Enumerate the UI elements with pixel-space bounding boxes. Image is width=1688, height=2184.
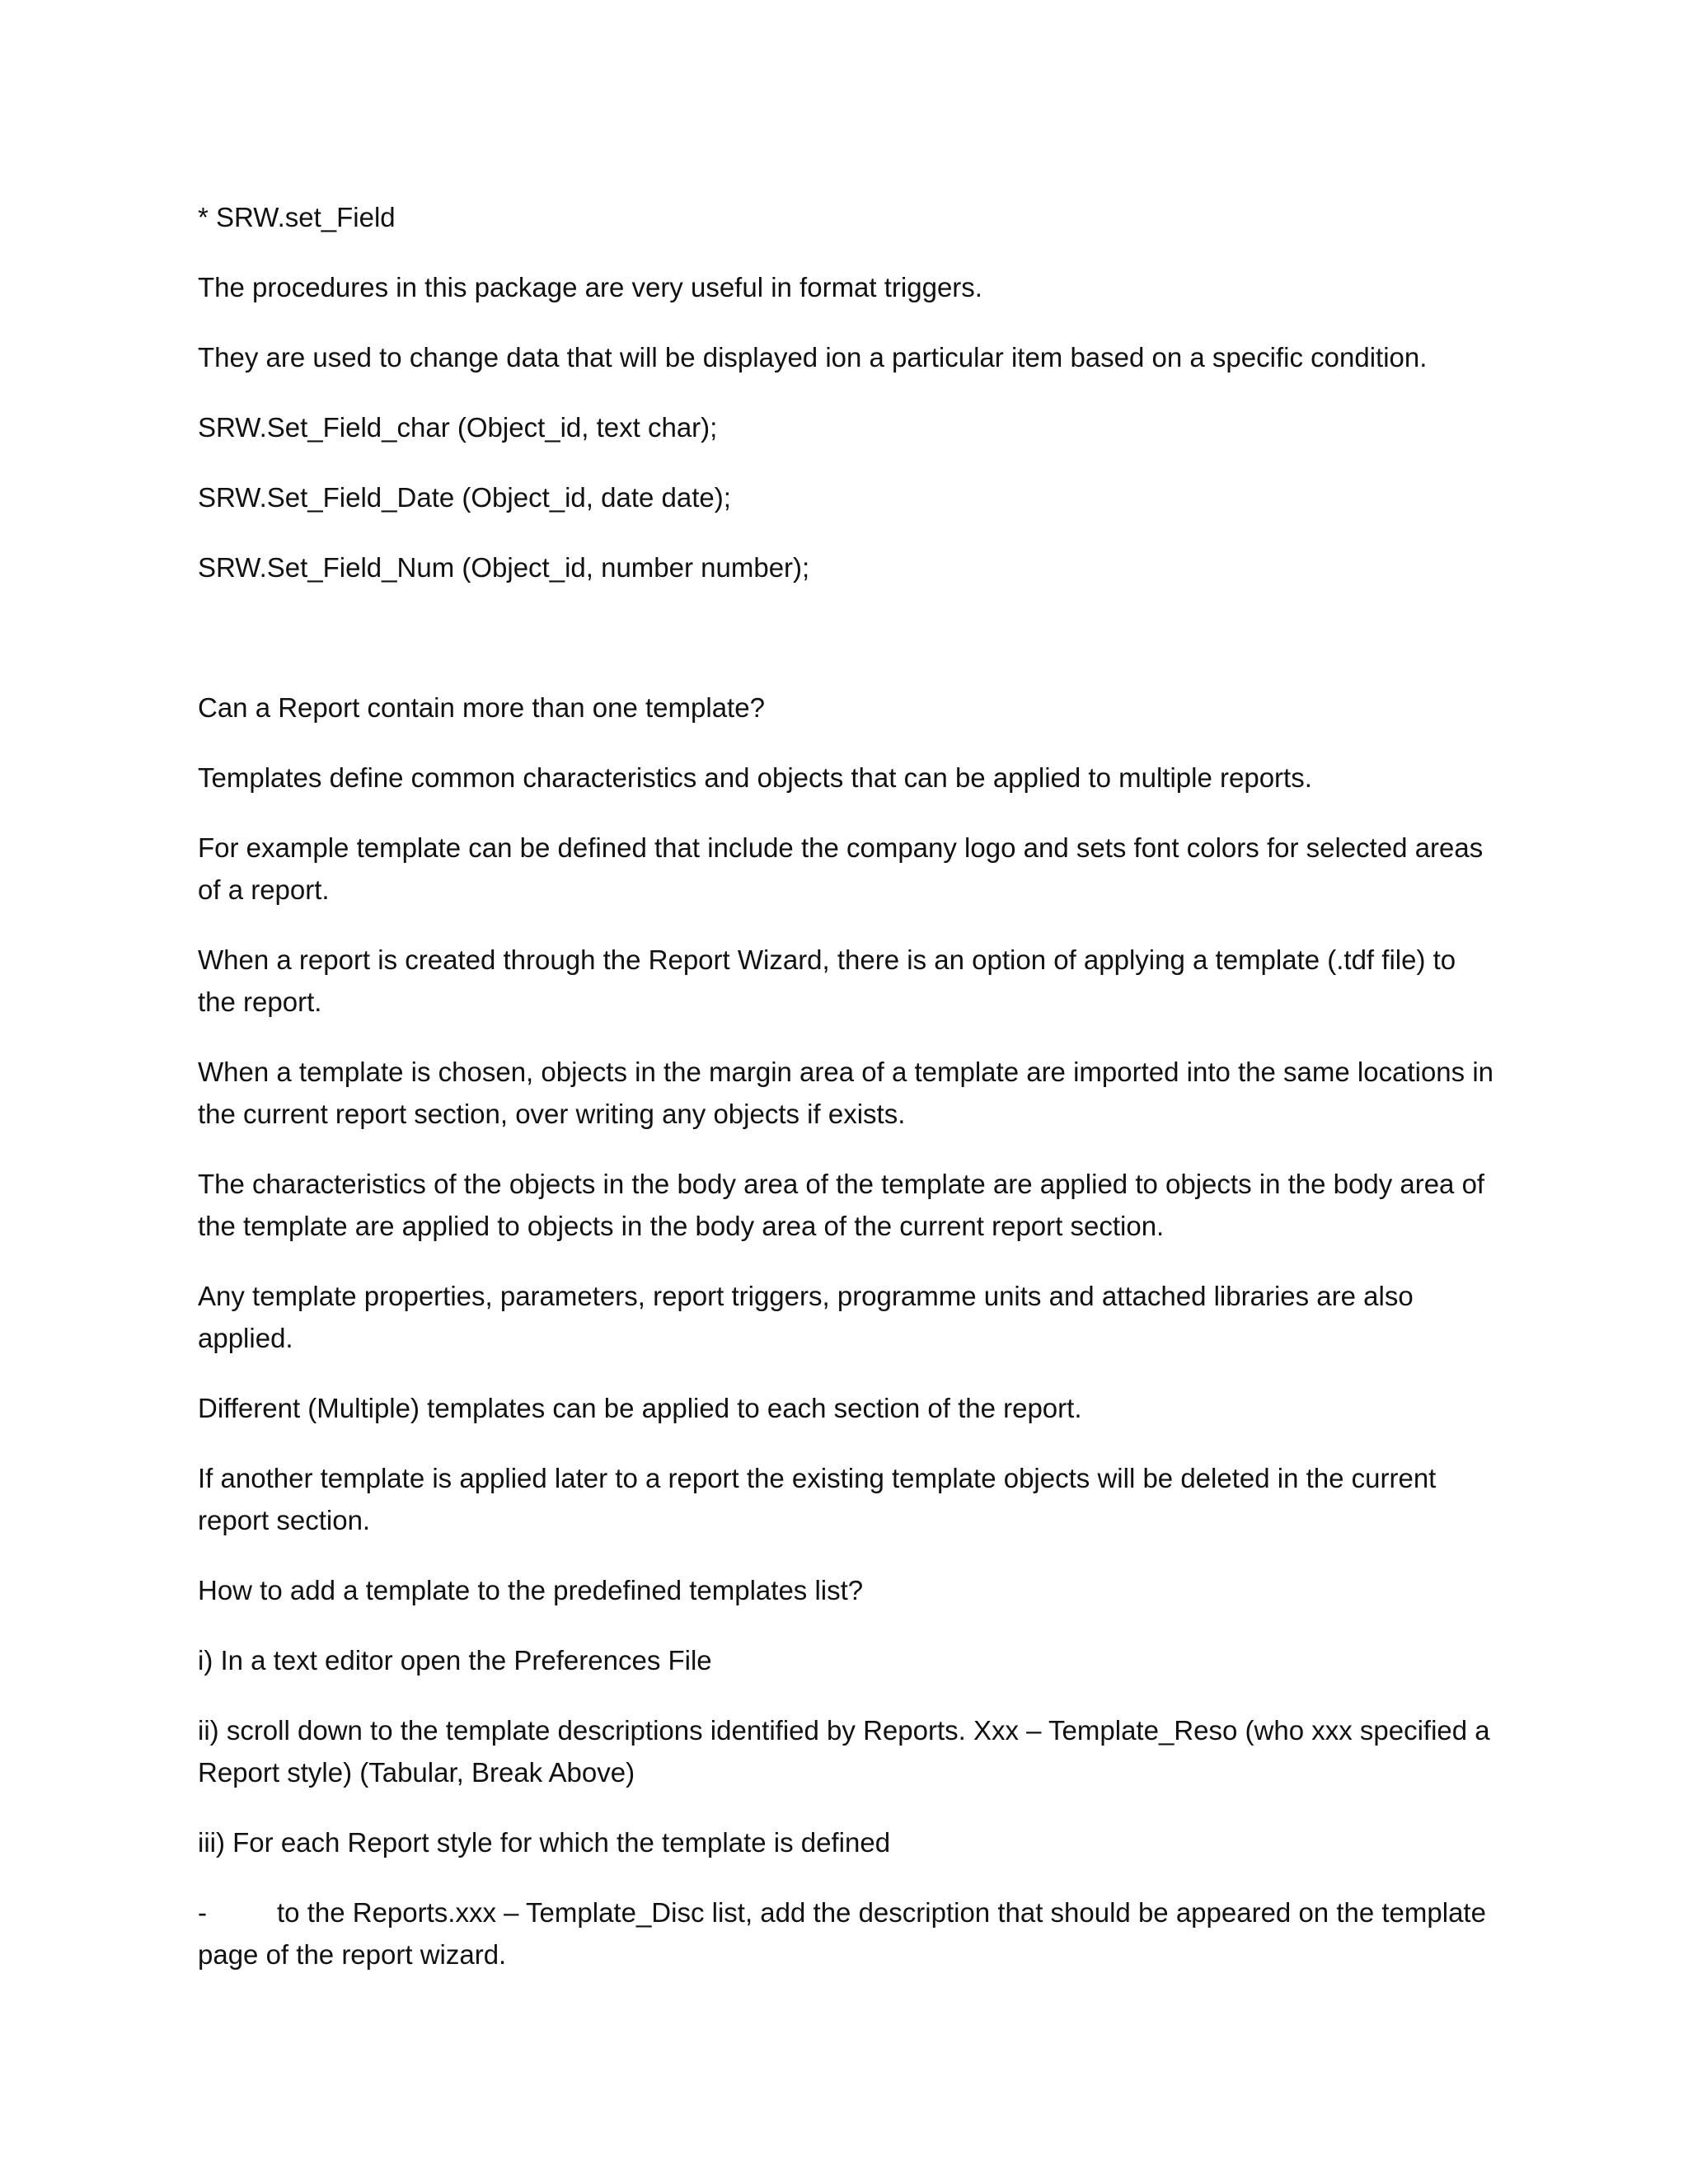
code-line: SRW.Set_Field_char (Object_id, text char); <box>198 412 718 443</box>
paragraph: When a template is chosen, objects in the margin area of a template are imported into the same locations in the current report section, over writing any objects if exists. <box>198 1057 1494 1129</box>
paragraph: They are used to change data that will be displayed ion a particular item based on a specific condition. <box>198 342 1428 373</box>
paragraph: The procedures in this package are very useful in format triggers. <box>198 272 982 302</box>
question-heading: How to add a template to the predefined templates list? <box>198 1575 864 1605</box>
paragraph: Any template properties, parameters, report triggers, programme units and attached libraries are also applied. <box>198 1281 1414 1353</box>
list-item-text: to the Reports.xxx – Template_Disc list, add the description that should be appeared on the template page of the report wizard. <box>198 1897 1486 1970</box>
paragraph: Templates define common characteristics and objects that can be applied to multiple reports. <box>198 762 1312 793</box>
list-item: i) In a text editor open the Preferences File <box>198 1645 712 1675</box>
dash-bullet: - <box>198 1897 207 1928</box>
paragraph: If another template is applied later to a report the existing template objects will be deleted in the current report section. <box>198 1463 1437 1535</box>
code-line: SRW.Set_Field_Date (Object_id, date date); <box>198 482 731 513</box>
list-item <box>198 1891 1500 1975</box>
paragraph: When a report is created through the Report Wizard, there is an option of applying a template (.tdf file) to the report. <box>198 944 1456 1017</box>
paragraph: The characteristics of the objects in the body area of the template are applied to objects in the body area of the template are applied to objects in the body area of the current report section. <box>198 1169 1485 1241</box>
paragraph: For example template can be defined that include the company logo and sets font colors for selected areas of a report. <box>198 832 1484 905</box>
document-body <box>198 196 1500 2004</box>
heading-srw-set-field: * SRW.set_Field <box>198 202 396 232</box>
list-item: iii) For each Report style for which the template is defined <box>198 1827 891 1858</box>
code-line: SRW.Set_Field_Num (Object_id, number number); <box>198 552 810 583</box>
list-item: ii) scroll down to the template descriptions identified by Reports. Xxx – Template_Reso (who xxx specified a Report style) (Tabular, Break Above) <box>198 1715 1490 1788</box>
question-heading: Can a Report contain more than one template? <box>198 692 765 723</box>
paragraph: Different (Multiple) templates can be applied to each section of the report. <box>198 1393 1082 1423</box>
